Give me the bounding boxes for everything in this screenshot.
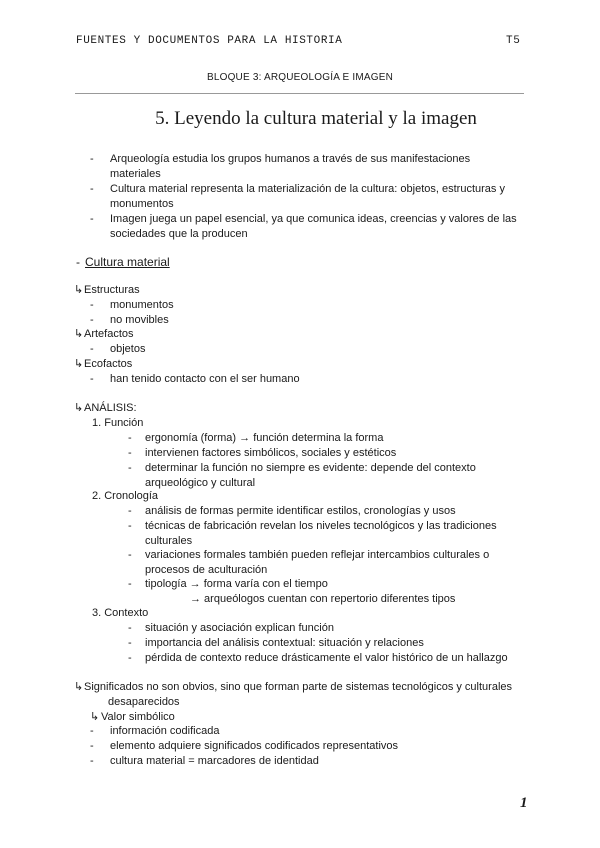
bullet-dash: - (128, 652, 132, 664)
list-item: elemento adquiere significados codificados representativos (110, 740, 399, 752)
list-item: técnicas de fabricación revelan los niveles tecnológicos y las tradiciones culturales (145, 520, 497, 547)
list-subitem: → arqueólogos cuentan con repertorio diferentes tipos (190, 593, 456, 605)
curved-arrow-icon: ↳ (74, 284, 84, 296)
list-item: cultura material = marcadores de identidad (110, 755, 319, 767)
bullet-dash: - (90, 755, 94, 767)
intro-item-1: Arqueología estudia los grupos humanos a través de sus manifestaciones materiales (110, 153, 471, 180)
list-item: ergonomía (forma) → función determina la forma (145, 432, 384, 444)
curved-arrow-icon: ↳ (74, 328, 84, 340)
list-item: objetos (110, 343, 146, 355)
curved-arrow-icon: ↳ (90, 711, 100, 723)
header-divider (75, 93, 524, 94)
bullet-dash: - (90, 343, 94, 355)
page-number: 1 (520, 795, 528, 811)
bullet-dash: - (90, 153, 94, 165)
significados-text: Significados no son obvios, sino que forman parte de sistemas tecnológicos y culturales desaparecidos (84, 681, 513, 708)
category-ecofactos: Ecofactos (84, 358, 133, 370)
category-estructuras: Estructuras (84, 284, 140, 296)
list-item: pérdida de contexto reduce drásticamente el valor histórico de un hallazgo (145, 652, 508, 664)
list-item: no movibles (110, 314, 169, 326)
bullet-dash: - (128, 578, 132, 590)
running-header-topic: T5 (506, 35, 521, 47)
intro-item-3: Imagen juega un papel esencial, ya que comunica ideas, creencias y valores de las sociedades que la producen (110, 213, 517, 240)
running-header-course: FUENTES Y DOCUMENTOS PARA LA HISTORIA (76, 35, 343, 47)
list-item: tipología → forma varía con el tiempo (145, 578, 328, 590)
list-item: determinar la función no siempre es evidente: depende del contexto arqueológico y cultural (145, 462, 476, 489)
bullet-dash: - (90, 740, 94, 752)
section-heading: Cultura material (85, 255, 170, 269)
list-item: información codificada (110, 725, 220, 737)
intro-item-2: Cultura material representa la materialización de la cultura: objetos, estructuras y monumentos (110, 183, 505, 210)
list-item: variaciones formales también pueden reflejar intercambios culturales o procesos de aculturación (145, 549, 490, 576)
bullet-dash: - (128, 549, 132, 561)
bullet-dash: - (128, 447, 132, 459)
list-item: situación y asociación explican función (145, 622, 334, 634)
curved-arrow-icon: ↳ (74, 358, 84, 370)
list-item: monumentos (110, 299, 174, 311)
bullet-dash: - (128, 622, 132, 634)
bullet-dash: - (76, 255, 80, 269)
numbered-heading-funcion: 1. Función (92, 417, 144, 429)
bullet-dash: - (128, 637, 132, 649)
curved-arrow-icon: ↳ (74, 402, 84, 414)
bullet-dash: - (90, 183, 94, 195)
bullet-dash: - (128, 505, 132, 517)
list-item: intervienen factores simbólicos, sociales y estéticos (145, 447, 397, 459)
bloque-heading: BLOQUE 3: ARQUEOLOGÍA E IMAGEN (206, 72, 394, 83)
list-item: han tenido contacto con el ser humano (110, 373, 300, 385)
page-title: 5. Leyendo la cultura material y la imagen (155, 108, 477, 129)
bullet-dash: - (90, 213, 94, 225)
category-artefactos: Artefactos (84, 328, 134, 340)
curved-arrow-icon: ↳ (74, 681, 84, 693)
list-item: importancia del análisis contextual: situación y relaciones (145, 637, 424, 649)
list-item: análisis de formas permite identificar estilos, cronologías y usos (145, 505, 456, 517)
bullet-dash: - (128, 462, 132, 474)
numbered-heading-contexto: 3. Contexto (92, 607, 149, 619)
bullet-dash: - (90, 725, 94, 737)
bullet-dash: - (90, 373, 94, 385)
bullet-dash: - (90, 299, 94, 311)
analisis-heading: ANÁLISIS: (84, 402, 137, 414)
bullet-dash: - (90, 314, 94, 326)
numbered-heading-cronologia: 2. Cronología (92, 490, 159, 502)
bullet-dash: - (128, 432, 132, 444)
bullet-dash: - (128, 520, 132, 532)
valor-simbolico-heading: Valor simbólico (101, 711, 175, 723)
